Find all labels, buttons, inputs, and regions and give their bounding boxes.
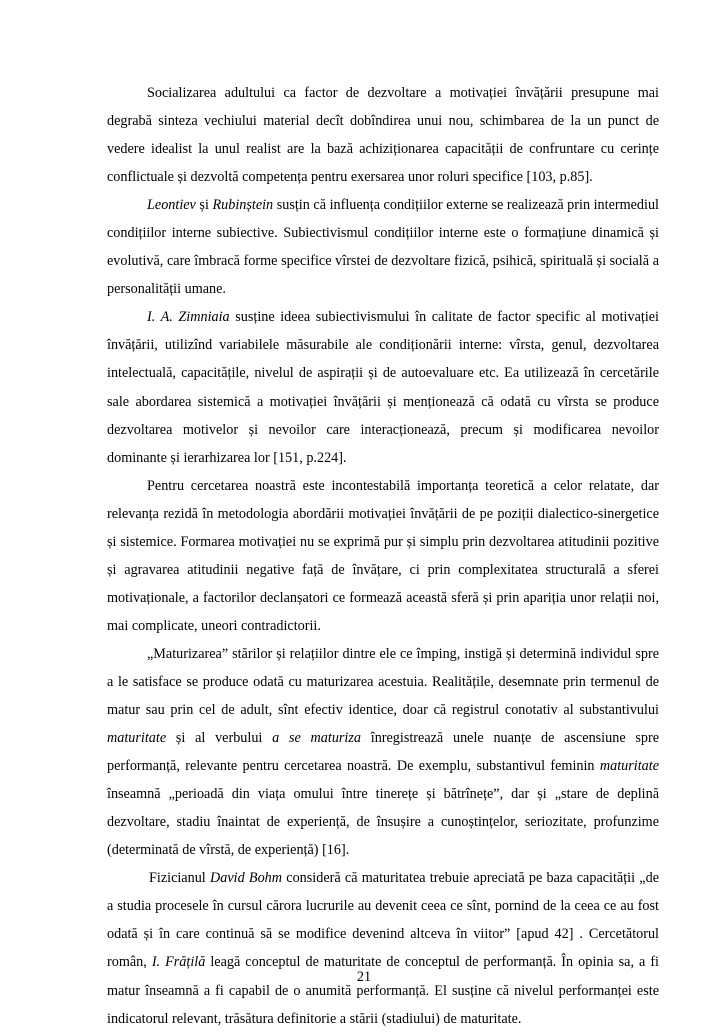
paragraph-socializarea: Socializarea adultului ca factor de dezvoltare a motivației învățării presupune mai degrabă sinteza vechiului material decît dobîndirea unui nou, schimbarea de la un punct de vedere idealist la unul realist are la bază achiziționarea capacității de confruntare cu cerințe conflictuale și dezvoltă competența pentru exersarea unor roluri specifice [103, p.85]. (107, 85, 659, 186)
author-name-leontiev: Leontiev (147, 197, 196, 214)
paragraph-zimniaia: I. A. Zimniaia susține ideea subiectivismului în calitate de factor specific al motivației învățării, utilizînd variabilele măsurabile ale condiționării interne: vîrsta, genul, dezvoltarea intelectuală, capacitățile, nivelul de aspirații și de autoevaluare etc. Ea utilizează în cercetările sale abordarea sistemică a motivației învățării și menționează că odată cu vîrsta se produce dezvoltarea motivelor și nevoilor care interacționează, precum și modificarea nevoilor dominante și ierarhizarea lor [151, p.224]. (107, 309, 659, 466)
page-number: 21 (356, 969, 372, 985)
paragraph-maturizarea: „Maturizarea” stărilor și relațiilor dintre ele ce împing, instigă și determină individul spre a le satisface se produce odată cu maturizarea acestuia. Realitățile, desemnate prin termenul de matur sau prin cel de adult, sînt efectiv identice, doar că registrul conotativ al substantivului maturitate și al verbului a se maturiza înregistrează unele nuanțe de ascensiune spre performanță, relevante pentru cercetarea noastră. De exemplu, substantivul feminin maturitate înseamnă „perioadă din viața omului între tinerețe și bătrînețe”, dar și „stare de deplină dezvoltare, stadiu înaintat de experiență, de însușire a cunoștințelor, seriozitate, profunzime (determinată de vîrstă, de experiență) [16]. (107, 645, 659, 859)
body-text (107, 79, 659, 1033)
term-a-se-maturiza: a se maturiza (272, 730, 361, 747)
author-name-fratila: I. Frățilă (151, 954, 206, 971)
author-name-zimniaia: I. A. Zimniaia (147, 309, 230, 326)
author-name-bohm: David Bohm (210, 870, 283, 887)
term-maturitate-2: maturitate (599, 758, 659, 775)
author-name-rubinstein: Rubinștein (212, 197, 274, 214)
paragraph-bohm: Fizicianul David Bohm consideră că maturitatea trebuie apreciată pe baza capacității „de a studia procesele în cursul cărora lucrurile au devenit ceea ce sînt, pornind de la ceea ce au fost odată și în care continuă să se modifice devenind altceva în viitor” [apud 42] . Cercetătorul român, I. Frățilă leagă conceptul de maturitate de conceptul de performanță. În opinia sa, a fi matur înseamnă a fi capabil de o anumită performanță. El susține că nivelul performanței este indicatorul relevant, trăsătura definitorie a stării (stadiului) de maturitate. (107, 870, 660, 1027)
paragraph-leontiev: Leontiev și Rubinștein susțin că influența condițiilor externe se realizează prin intermediul condițiilor interne subiective. Subiectivismul condițiilor interne este o formațiune dinamică și evolutivă, care îmbracă forme specifice vîrstei de dezvoltare fizică, psihică, spirituală și socială a personalității umane. (107, 197, 660, 298)
paragraph-cercetarea: Pentru cercetarea noastră este incontestabilă importanța teoretică a celor relatate, dar relevanța rezidă în metodologia abordării motivației învățării de pe poziții dialectico-sinergetice și sistemice. Formarea motivației nu se exprimă pur și simplu prin dezvoltarea atitudinii pozitive și agravarea atitudinii negative față de învățare, ci prin complexitatea structurală a sferei motivaționale, a factorilor declanșatori ce formează această sferă și prin apariția unor relații noi, mai complicate, uneori contradictorii. (107, 477, 659, 634)
term-maturitate: maturitate (107, 730, 167, 747)
